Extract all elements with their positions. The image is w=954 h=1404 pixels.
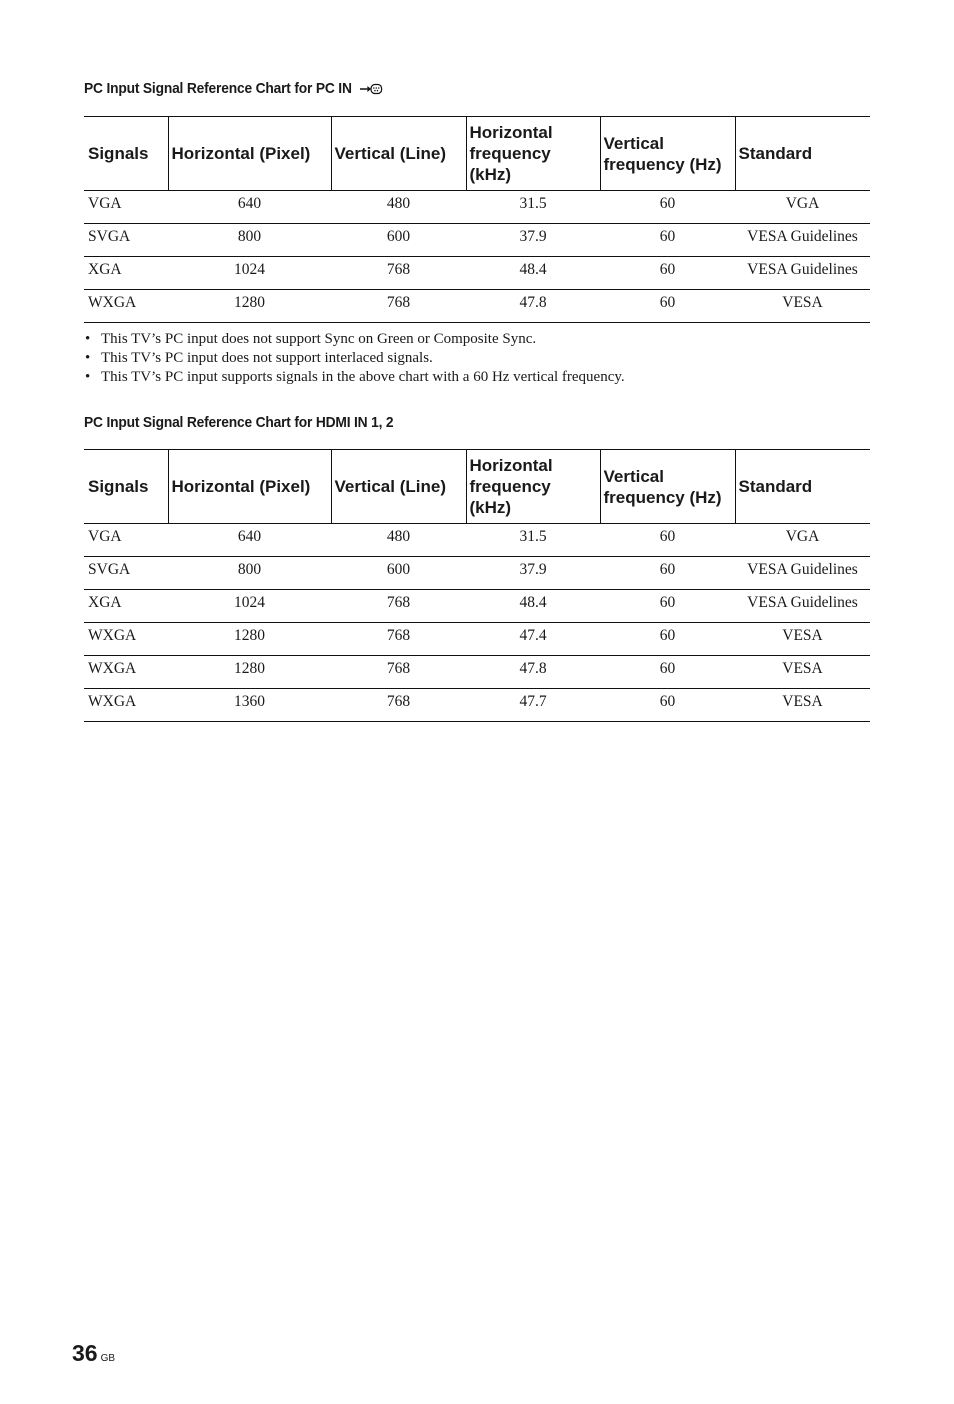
cell-horizontal-frequency: 48.4 — [466, 257, 600, 290]
cell-standard: VESA Guidelines — [735, 590, 870, 623]
table-row — [84, 656, 870, 689]
header-signals: Signals — [84, 117, 168, 191]
cell-horizontal-pixel: 1024 — [168, 590, 331, 623]
page-number-suffix: GB — [100, 1353, 116, 1364]
cell-signal: WXGA — [84, 623, 168, 656]
cell-vertical-frequency: 60 — [600, 656, 735, 689]
cell-horizontal-frequency: 37.9 — [466, 557, 600, 590]
cell-vertical-frequency: 60 — [600, 557, 735, 590]
cell-vertical-line: 768 — [331, 290, 466, 323]
header-horizontal-pixel: Horizontal (Pixel) — [168, 450, 331, 524]
cell-horizontal-pixel: 800 — [168, 224, 331, 257]
cell-horizontal-pixel: 1280 — [168, 623, 331, 656]
cell-signal: VGA — [84, 524, 168, 557]
cell-horizontal-pixel: 640 — [168, 191, 331, 224]
table-row — [84, 689, 870, 722]
cell-vertical-frequency: 60 — [600, 590, 735, 623]
cell-horizontal-pixel: 1024 — [168, 257, 331, 290]
cell-signal: VGA — [84, 191, 168, 224]
cell-horizontal-frequency: 47.8 — [466, 656, 600, 689]
cell-signal: WXGA — [84, 656, 168, 689]
table-row — [84, 224, 870, 257]
cell-horizontal-frequency: 47.8 — [466, 290, 600, 323]
header-vertical-line: Vertical (Line) — [331, 450, 466, 524]
cell-standard: VGA — [735, 191, 870, 224]
header-signals: Signals — [84, 450, 168, 524]
cell-signal: XGA — [84, 590, 168, 623]
pc-in-signal-table — [84, 116, 870, 323]
cell-horizontal-pixel: 640 — [168, 524, 331, 557]
cell-vertical-line: 768 — [331, 623, 466, 656]
header-horizontal-pixel: Horizontal (Pixel) — [168, 117, 331, 191]
cell-horizontal-frequency: 31.5 — [466, 524, 600, 557]
cell-standard: VESA — [735, 656, 870, 689]
cell-vertical-frequency: 60 — [600, 290, 735, 323]
cell-vertical-line: 768 — [331, 656, 466, 689]
cell-standard: VESA — [735, 623, 870, 656]
cell-horizontal-frequency: 48.4 — [466, 590, 600, 623]
cell-standard: VESA Guidelines — [735, 224, 870, 257]
notes-list — [84, 330, 625, 387]
cell-signal: SVGA — [84, 557, 168, 590]
cell-vertical-frequency: 60 — [600, 191, 735, 224]
cell-horizontal-frequency: 37.9 — [466, 224, 600, 257]
cell-signal: SVGA — [84, 224, 168, 257]
page-number — [72, 1340, 115, 1367]
header-standard: Standard — [735, 450, 870, 524]
note-item: • This TV’s PC input supports signals in the above chart with a 60 Hz vertical frequency. — [84, 368, 625, 387]
table-row — [84, 557, 870, 590]
table-row — [84, 524, 870, 557]
table-row — [84, 590, 870, 623]
cell-vertical-line: 768 — [331, 257, 466, 290]
cell-vertical-line: 480 — [331, 191, 466, 224]
cell-vertical-line: 480 — [331, 524, 466, 557]
cell-vertical-frequency: 60 — [600, 224, 735, 257]
cell-horizontal-pixel: 800 — [168, 557, 331, 590]
table-row — [84, 290, 870, 323]
table-row — [84, 191, 870, 224]
cell-vertical-frequency: 60 — [600, 689, 735, 722]
page-number-value: 36 — [72, 1340, 98, 1366]
cell-vertical-frequency: 60 — [600, 257, 735, 290]
cell-standard: VESA Guidelines — [735, 257, 870, 290]
cell-standard: VESA Guidelines — [735, 557, 870, 590]
header-horizontal-frequency: Horizontal frequency (kHz) — [466, 450, 600, 524]
note-item: • This TV’s PC input does not support interlaced signals. — [84, 349, 625, 368]
cell-horizontal-frequency: 31.5 — [466, 191, 600, 224]
header-standard: Standard — [735, 117, 870, 191]
cell-vertical-line: 768 — [331, 689, 466, 722]
section-title-text: PC Input Signal Reference Chart for PC IN — [84, 80, 352, 97]
hdmi-in-signal-table — [84, 449, 870, 722]
cell-vertical-line: 768 — [331, 590, 466, 623]
table-header-row — [84, 117, 870, 191]
cell-vertical-frequency: 60 — [600, 524, 735, 557]
cell-horizontal-frequency: 47.7 — [466, 689, 600, 722]
cell-vertical-line: 600 — [331, 224, 466, 257]
cell-signal: WXGA — [84, 290, 168, 323]
note-item: • This TV’s PC input does not support Sync on Green or Composite Sync. — [84, 330, 625, 349]
header-vertical-line: Vertical (Line) — [331, 117, 466, 191]
cell-signal: XGA — [84, 257, 168, 290]
cell-signal: WXGA — [84, 689, 168, 722]
table-row — [84, 257, 870, 290]
cell-horizontal-pixel: 1360 — [168, 689, 331, 722]
header-vertical-frequency: Vertical frequency (Hz) — [600, 450, 735, 524]
section-title-text: PC Input Signal Reference Chart for HDMI IN 1, 2 — [84, 414, 394, 431]
cell-standard: VESA — [735, 689, 870, 722]
cell-vertical-frequency: 60 — [600, 623, 735, 656]
cell-horizontal-pixel: 1280 — [168, 656, 331, 689]
cell-standard: VESA — [735, 290, 870, 323]
table-header-row — [84, 450, 870, 524]
section-title-pc-in — [84, 80, 383, 97]
cell-horizontal-frequency: 47.4 — [466, 623, 600, 656]
cell-horizontal-pixel: 1280 — [168, 290, 331, 323]
header-vertical-frequency: Vertical frequency (Hz) — [600, 117, 735, 191]
cell-standard: VGA — [735, 524, 870, 557]
section-title-hdmi-in — [84, 414, 393, 431]
cell-vertical-line: 600 — [331, 557, 466, 590]
header-horizontal-frequency: Horizontal frequency (kHz) — [466, 117, 600, 191]
table-row — [84, 623, 870, 656]
pc-input-icon — [359, 81, 383, 97]
